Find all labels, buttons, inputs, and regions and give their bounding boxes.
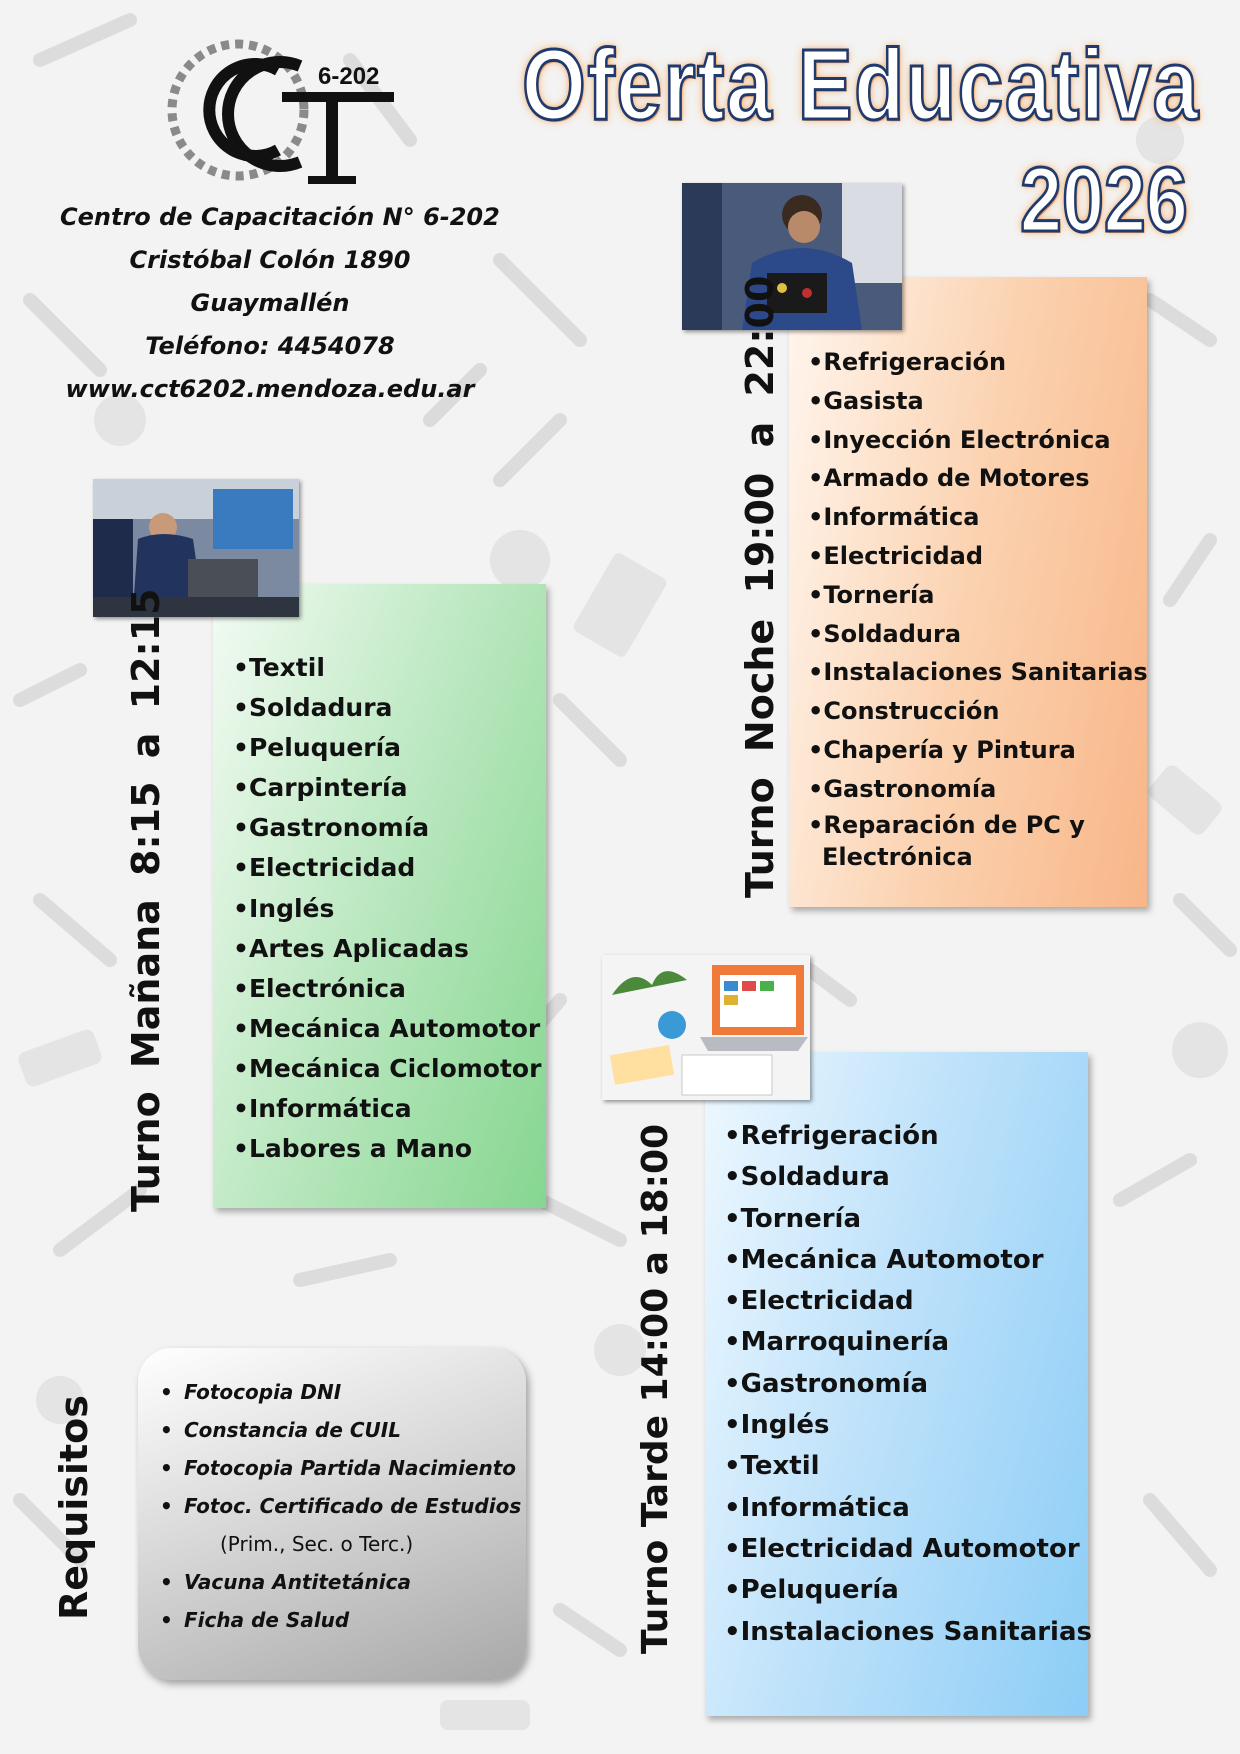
list-item: • Mecánica Ciclomotor [233, 1049, 541, 1089]
list-item: • Fotocopia DNI [160, 1380, 342, 1404]
requisitos-list [160, 1373, 521, 1639]
list-item: • Gasista [808, 382, 1148, 421]
list-item: • Tornería [724, 1199, 1092, 1240]
laptop-desk-photo [602, 955, 810, 1100]
list-item: • Gastronomía [808, 770, 1148, 809]
page-title: Oferta Educativa [522, 29, 1200, 141]
turno-manana-label: Turno Mañana 8:15 a 12:15 [124, 588, 168, 1212]
requisito-text: Vacuna Antitetánica [184, 1570, 411, 1594]
list-item: • Textil [724, 1446, 1092, 1487]
list-item: • Soldadura [808, 615, 1148, 654]
address-city: Guaymallén [190, 289, 350, 317]
address-block [60, 196, 500, 411]
turno-noche-label: Turno Noche 19:00 a 22:00 [738, 275, 782, 898]
list-item: • Vacuna Antitetánica [160, 1570, 411, 1594]
list-item: • Informática [233, 1089, 541, 1129]
turno-noche-courses [808, 343, 1148, 873]
list-item: • Inglés [233, 889, 541, 929]
list-item: • Peluquería [233, 728, 541, 768]
requisito-note: (Prim., Sec. o Terc.) [220, 1532, 414, 1556]
title-year: 2026 [1020, 149, 1188, 251]
list-item: • Soldadura [724, 1157, 1092, 1198]
list-item: • Inglés [724, 1405, 1092, 1446]
turno-tarde-courses [724, 1116, 1092, 1653]
address-street: Cristóbal Colón 1890 [129, 246, 411, 274]
list-item: • Peluquería [724, 1570, 1092, 1611]
address-phone: Teléfono: 4454078 [145, 332, 395, 360]
list-item: • Tornería [808, 576, 1148, 615]
list-item: • Mecánica Automotor [233, 1009, 541, 1049]
turno-tarde-label: Turno Tarde 14:00 a 18:00 [635, 1123, 676, 1654]
list-item: • Informática [808, 498, 1148, 537]
list-item: • Soldadura [233, 688, 541, 728]
list-item: • Electricidad Automotor [724, 1529, 1092, 1570]
list-item: • Electricidad [808, 537, 1148, 576]
requisito-text: Ficha de Salud [184, 1608, 350, 1632]
list-item: • Electricidad [233, 848, 541, 888]
list-item: • Gastronomía [724, 1364, 1092, 1405]
list-item: • Construcción [808, 692, 1148, 731]
list-item: • Textil [233, 648, 541, 688]
electronics-student-photo [682, 183, 902, 330]
list-item: • Electricidad [724, 1281, 1092, 1322]
list-item: • Armado de Motores [808, 459, 1148, 498]
list-item [808, 809, 1148, 873]
list-item: • Instalaciones Sanitarias [724, 1612, 1092, 1653]
list-item: • Inyección Electrónica [808, 421, 1148, 460]
logo-number: 6-202 [318, 63, 380, 90]
list-item: • Electrónica [233, 969, 541, 1009]
list-item-line: Electrónica [822, 842, 973, 871]
address-website: www.cct6202.mendoza.edu.ar [65, 375, 475, 403]
list-item: • Mecánica Automotor [724, 1240, 1092, 1281]
cct-logo [150, 30, 395, 190]
list-item: • Constancia de CUIL [160, 1418, 401, 1442]
list-item: • Gastronomía [233, 808, 541, 848]
list-item: • Fotoc. Certificado de Estudios [160, 1494, 522, 1518]
address-institution: Centro de Capacitación N° 6-202 [60, 203, 500, 231]
list-item: • Instalaciones Sanitarias [808, 653, 1148, 692]
list-item: • Artes Aplicadas [233, 929, 541, 969]
list-item: • Fotocopia Partida Nacimiento [160, 1456, 517, 1480]
list-item: • Chapería y Pintura [808, 731, 1148, 770]
requisito-text: Fotocopia DNI [184, 1380, 342, 1404]
list-item: • Refrigeración [808, 343, 1148, 382]
list-item: • Ficha de Salud [160, 1608, 350, 1632]
list-item: • Labores a Mano [233, 1129, 541, 1169]
list-item: • Informática [724, 1488, 1092, 1529]
list-item: • Refrigeración [724, 1116, 1092, 1157]
requisito-text: Constancia de CUIL [184, 1418, 401, 1442]
list-item-line: Reparación de PC y [823, 810, 1085, 839]
list-item: • Carpintería [233, 768, 541, 808]
requisito-text: Fotoc. Certificado de Estudios [184, 1494, 522, 1518]
list-item: • Marroquinería [724, 1322, 1092, 1363]
requisito-text: Fotocopia Partida Nacimiento [184, 1456, 517, 1480]
turno-manana-courses [233, 648, 541, 1169]
requisitos-label: Requisitos [52, 1395, 96, 1620]
